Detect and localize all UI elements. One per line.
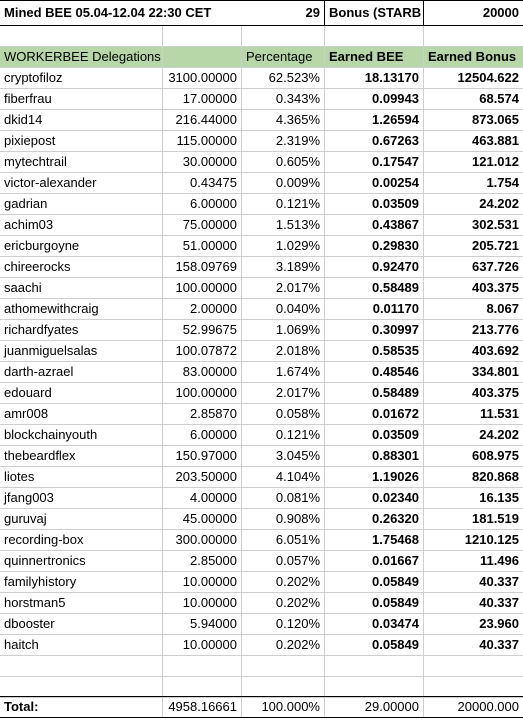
earned-bee[interactable]: 0.92470 <box>325 257 424 278</box>
delegator-name[interactable]: darth-azrael <box>0 362 163 383</box>
table-row <box>0 89 523 110</box>
earned-bonus[interactable]: 213.776 <box>424 320 523 341</box>
delegation-amount[interactable]: 45.00000 <box>163 509 242 530</box>
earned-bee[interactable]: 0.48546 <box>325 362 424 383</box>
table-row <box>0 467 523 488</box>
delegator-name[interactable]: athomewithcraig <box>0 299 163 320</box>
delegation-amount[interactable]: 216.44000 <box>163 110 242 131</box>
delegation-amount[interactable]: 0.43475 <box>163 173 242 194</box>
table-row <box>0 131 523 152</box>
earned-bee[interactable]: 0.05849 <box>325 635 424 656</box>
earned-bonus[interactable]: 24.202 <box>424 425 523 446</box>
empty-row <box>0 26 523 47</box>
total-earned-bonus[interactable]: 20000.000 <box>457 699 519 714</box>
header-percentage[interactable]: Percentage <box>242 47 325 68</box>
earned-bonus[interactable]: 40.337 <box>424 593 523 614</box>
delegator-name[interactable]: thebeardflex <box>0 446 163 467</box>
delegator-name[interactable]: juanmiguelsalas <box>0 341 163 362</box>
delegator-name[interactable]: familyhistory <box>0 572 163 593</box>
delegator-name[interactable]: jfang003 <box>0 488 163 509</box>
delegation-percentage[interactable]: 0.081% <box>242 488 325 509</box>
earned-bonus[interactable]: 11.496 <box>424 551 523 572</box>
bonus-value[interactable]: 20000 <box>482 5 519 20</box>
delegation-percentage[interactable]: 0.120% <box>242 614 325 635</box>
delegation-percentage[interactable]: 4.104% <box>242 467 325 488</box>
delegation-percentage[interactable]: 0.202% <box>242 593 325 614</box>
header-earned-bonus[interactable]: Earned Bonus <box>424 47 523 68</box>
earned-bee[interactable]: 0.00254 <box>325 173 424 194</box>
earned-bonus[interactable]: 334.801 <box>424 362 523 383</box>
table-row <box>0 320 523 341</box>
earned-bonus[interactable]: 463.881 <box>424 131 523 152</box>
earned-bonus[interactable]: 23.960 <box>424 614 523 635</box>
table-row <box>0 173 523 194</box>
delegator-name[interactable]: horstman5 <box>0 593 163 614</box>
table-row <box>0 341 523 362</box>
earned-bonus[interactable]: 24.202 <box>424 194 523 215</box>
table-row <box>0 614 523 635</box>
header-delegator[interactable]: WORKERBEE Delegations <box>0 47 163 68</box>
earned-bee[interactable]: 18.13170 <box>325 68 424 89</box>
data-rows <box>0 68 523 656</box>
delegation-amount[interactable]: 100.00000 <box>163 278 242 299</box>
earned-bee[interactable]: 0.03509 <box>325 425 424 446</box>
delegation-amount[interactable]: 100.00000 <box>163 383 242 404</box>
earned-bonus[interactable]: 608.975 <box>424 446 523 467</box>
total-label[interactable]: Total: <box>0 697 163 717</box>
earned-bee[interactable]: 0.01170 <box>325 299 424 320</box>
delegation-amount[interactable]: 4.00000 <box>163 488 242 509</box>
table-row <box>0 530 523 551</box>
delegation-percentage[interactable]: 0.202% <box>242 572 325 593</box>
delegation-amount[interactable]: 51.00000 <box>163 236 242 257</box>
empty-cell[interactable] <box>242 26 325 47</box>
empty-cell[interactable] <box>325 677 424 698</box>
delegation-amount[interactable]: 83.00000 <box>163 362 242 383</box>
delegation-percentage[interactable]: 3.189% <box>242 257 325 278</box>
delegation-percentage[interactable]: 0.202% <box>242 635 325 656</box>
earned-bee[interactable]: 0.43867 <box>325 215 424 236</box>
delegator-name[interactable]: recording-box <box>0 530 163 551</box>
delegation-amount[interactable]: 158.09769 <box>163 257 242 278</box>
delegator-name[interactable]: guruvaj <box>0 509 163 530</box>
delegation-amount[interactable]: 150.97000 <box>163 446 242 467</box>
delegator-name[interactable]: fiberfrau <box>0 89 163 110</box>
table-row <box>0 278 523 299</box>
delegation-percentage[interactable]: 0.908% <box>242 509 325 530</box>
delegation-amount[interactable]: 6.00000 <box>163 425 242 446</box>
delegator-name[interactable]: richardfyates <box>0 320 163 341</box>
delegator-name[interactable]: victor-alexander <box>0 173 163 194</box>
earned-bonus[interactable]: 121.012 <box>424 152 523 173</box>
delegation-percentage[interactable]: 0.343% <box>242 89 325 110</box>
earned-bee[interactable]: 0.26320 <box>325 509 424 530</box>
delegation-percentage[interactable]: 0.605% <box>242 152 325 173</box>
table-row <box>0 446 523 467</box>
delegator-name[interactable]: cryptofiloz <box>0 68 163 89</box>
delegation-amount[interactable]: 100.07872 <box>163 341 242 362</box>
delegation-amount[interactable]: 203.50000 <box>163 467 242 488</box>
table-row <box>0 572 523 593</box>
delegation-amount[interactable]: 75.00000 <box>163 215 242 236</box>
header-earned-bee[interactable]: Earned BEE <box>325 47 424 68</box>
empty-cell[interactable] <box>424 26 523 47</box>
earned-bee[interactable]: 0.17547 <box>325 152 424 173</box>
earned-bonus[interactable]: 40.337 <box>424 635 523 656</box>
earned-bee[interactable]: 0.01667 <box>325 551 424 572</box>
earned-bonus[interactable]: 68.574 <box>424 89 523 110</box>
delegation-percentage[interactable]: 4.365% <box>242 110 325 131</box>
delegator-name[interactable]: pixiepost <box>0 131 163 152</box>
table-row <box>0 299 523 320</box>
earned-bee[interactable]: 0.09943 <box>325 89 424 110</box>
table-row <box>0 509 523 530</box>
earned-bonus[interactable]: 403.375 <box>424 383 523 404</box>
summary-row <box>0 0 523 26</box>
table-row <box>0 551 523 572</box>
earned-bonus[interactable]: 302.531 <box>424 215 523 236</box>
empty-cell[interactable] <box>242 677 325 698</box>
table-row <box>0 110 523 131</box>
delegation-percentage[interactable]: 6.051% <box>242 530 325 551</box>
delegation-percentage[interactable]: 1.674% <box>242 362 325 383</box>
table-row <box>0 194 523 215</box>
earned-bonus[interactable]: 8.067 <box>424 299 523 320</box>
delegator-name[interactable]: haitch <box>0 635 163 656</box>
total-percentage[interactable]: 100.000% <box>242 697 325 717</box>
earned-bonus[interactable]: 11.531 <box>424 404 523 425</box>
delegation-amount[interactable]: 30.00000 <box>163 152 242 173</box>
delegation-percentage[interactable]: 2.017% <box>242 383 325 404</box>
delegator-name[interactable]: saachi <box>0 278 163 299</box>
header-amount[interactable] <box>163 47 242 68</box>
empty-cell[interactable] <box>325 656 424 677</box>
delegation-amount[interactable]: 10.00000 <box>163 572 242 593</box>
empty-cell[interactable] <box>163 656 242 677</box>
delegation-amount[interactable]: 6.00000 <box>163 194 242 215</box>
table-row <box>0 488 523 509</box>
delegation-percentage[interactable]: 0.057% <box>242 551 325 572</box>
delegator-name[interactable]: dbooster <box>0 614 163 635</box>
delegator-name[interactable]: gadrian <box>0 194 163 215</box>
earned-bonus[interactable]: 12504.622 <box>424 68 523 89</box>
empty-cell[interactable] <box>0 656 163 677</box>
delegator-name[interactable]: ericburgoyne <box>0 236 163 257</box>
delegation-percentage[interactable]: 0.040% <box>242 299 325 320</box>
table-row <box>0 215 523 236</box>
table-row <box>0 257 523 278</box>
earned-bonus[interactable]: 637.726 <box>424 257 523 278</box>
empty-cell[interactable] <box>242 656 325 677</box>
earned-bee[interactable]: 0.58489 <box>325 383 424 404</box>
earned-bonus[interactable]: 820.868 <box>424 467 523 488</box>
earned-bonus[interactable]: 205.721 <box>424 236 523 257</box>
delegator-name[interactable]: dkid14 <box>0 110 163 131</box>
empty-cell[interactable] <box>163 26 242 47</box>
earned-bonus[interactable]: 181.519 <box>424 509 523 530</box>
earned-bee[interactable]: 1.26594 <box>325 110 424 131</box>
empty-cell[interactable] <box>163 677 242 698</box>
earned-bee[interactable]: 1.75468 <box>325 530 424 551</box>
delegation-amount[interactable]: 5.94000 <box>163 614 242 635</box>
delegation-percentage[interactable]: 0.009% <box>242 173 325 194</box>
delegation-amount[interactable]: 2.00000 <box>163 299 242 320</box>
table-row <box>0 68 523 89</box>
earned-bee[interactable]: 1.19026 <box>325 467 424 488</box>
delegation-amount[interactable]: 300.00000 <box>163 530 242 551</box>
table-row <box>0 362 523 383</box>
earned-bee[interactable]: 0.67263 <box>325 131 424 152</box>
delegation-percentage[interactable]: 3.045% <box>242 446 325 467</box>
delegation-percentage[interactable]: 0.121% <box>242 425 325 446</box>
table-row <box>0 404 523 425</box>
earned-bee[interactable]: 0.05849 <box>325 572 424 593</box>
delegation-amount[interactable]: 17.00000 <box>163 89 242 110</box>
delegation-amount[interactable]: 2.85870 <box>163 404 242 425</box>
earned-bee[interactable]: 0.58489 <box>325 278 424 299</box>
total-row <box>0 696 523 718</box>
delegation-amount[interactable]: 10.00000 <box>163 635 242 656</box>
earned-bee[interactable]: 0.29830 <box>325 236 424 257</box>
earned-bonus[interactable]: 403.692 <box>424 341 523 362</box>
delegation-percentage[interactable]: 1.029% <box>242 236 325 257</box>
table-row <box>0 236 523 257</box>
earned-bonus[interactable]: 1.754 <box>424 173 523 194</box>
mined-value[interactable]: 29 <box>242 1 325 25</box>
delegation-percentage[interactable]: 2.319% <box>242 131 325 152</box>
delegator-name[interactable]: amr008 <box>0 404 163 425</box>
header-row <box>0 47 523 68</box>
delegation-percentage[interactable]: 2.017% <box>242 278 325 299</box>
delegator-name[interactable]: quinnertronics <box>0 551 163 572</box>
delegator-name[interactable]: mytechtrail <box>0 152 163 173</box>
table-row <box>0 383 523 404</box>
table-row <box>0 425 523 446</box>
total-delegations[interactable]: 4958.16661 <box>163 697 242 717</box>
delegation-percentage[interactable]: 0.058% <box>242 404 325 425</box>
empty-cell[interactable] <box>325 26 424 47</box>
delegation-percentage[interactable]: 1.069% <box>242 320 325 341</box>
earned-bee[interactable]: 0.03474 <box>325 614 424 635</box>
earned-bee[interactable]: 0.03509 <box>325 194 424 215</box>
earned-bee[interactable]: 0.58535 <box>325 341 424 362</box>
earned-bonus[interactable]: 873.065 <box>424 110 523 131</box>
delegation-percentage[interactable]: 62.523% <box>242 68 325 89</box>
delegator-name[interactable]: achim03 <box>0 215 163 236</box>
delegator-name[interactable]: blockchainyouth <box>0 425 163 446</box>
table-row <box>0 152 523 173</box>
earned-bee[interactable]: 0.02340 <box>325 488 424 509</box>
earned-bonus[interactable]: 40.337 <box>424 572 523 593</box>
delegation-amount[interactable]: 3100.00000 <box>163 68 242 89</box>
earned-bee[interactable]: 0.01672 <box>325 404 424 425</box>
empty-cell[interactable] <box>0 26 163 47</box>
delegation-percentage[interactable]: 2.018% <box>242 341 325 362</box>
earned-bonus[interactable]: 403.375 <box>424 278 523 299</box>
empty-row <box>0 677 523 698</box>
bonus-label[interactable]: Bonus (STARB <box>325 1 424 25</box>
delegation-amount[interactable]: 2.85000 <box>163 551 242 572</box>
delegation-amount[interactable]: 52.99675 <box>163 320 242 341</box>
earned-bee[interactable]: 0.88301 <box>325 446 424 467</box>
delegator-name[interactable]: edouard <box>0 383 163 404</box>
empty-cell[interactable] <box>424 677 523 698</box>
empty-cell[interactable] <box>0 677 163 698</box>
empty-cell[interactable] <box>424 656 523 677</box>
delegation-percentage[interactable]: 1.513% <box>242 215 325 236</box>
delegation-amount[interactable]: 115.00000 <box>163 131 242 152</box>
table-row <box>0 635 523 656</box>
delegation-amount[interactable]: 10.00000 <box>163 593 242 614</box>
total-earned-bee[interactable]: 29.00000 <box>325 697 424 717</box>
earned-bonus[interactable]: 1210.125 <box>424 530 523 551</box>
empty-row <box>0 656 523 677</box>
summary-title[interactable]: Mined BEE 05.04-12.04 22:30 CET <box>4 5 212 20</box>
delegator-name[interactable]: liotes <box>0 467 163 488</box>
earned-bee[interactable]: 0.05849 <box>325 593 424 614</box>
delegation-percentage[interactable]: 0.121% <box>242 194 325 215</box>
delegator-name[interactable]: chireerocks <box>0 257 163 278</box>
earned-bee[interactable]: 0.30997 <box>325 320 424 341</box>
table-row <box>0 593 523 614</box>
earned-bonus[interactable]: 16.135 <box>424 488 523 509</box>
